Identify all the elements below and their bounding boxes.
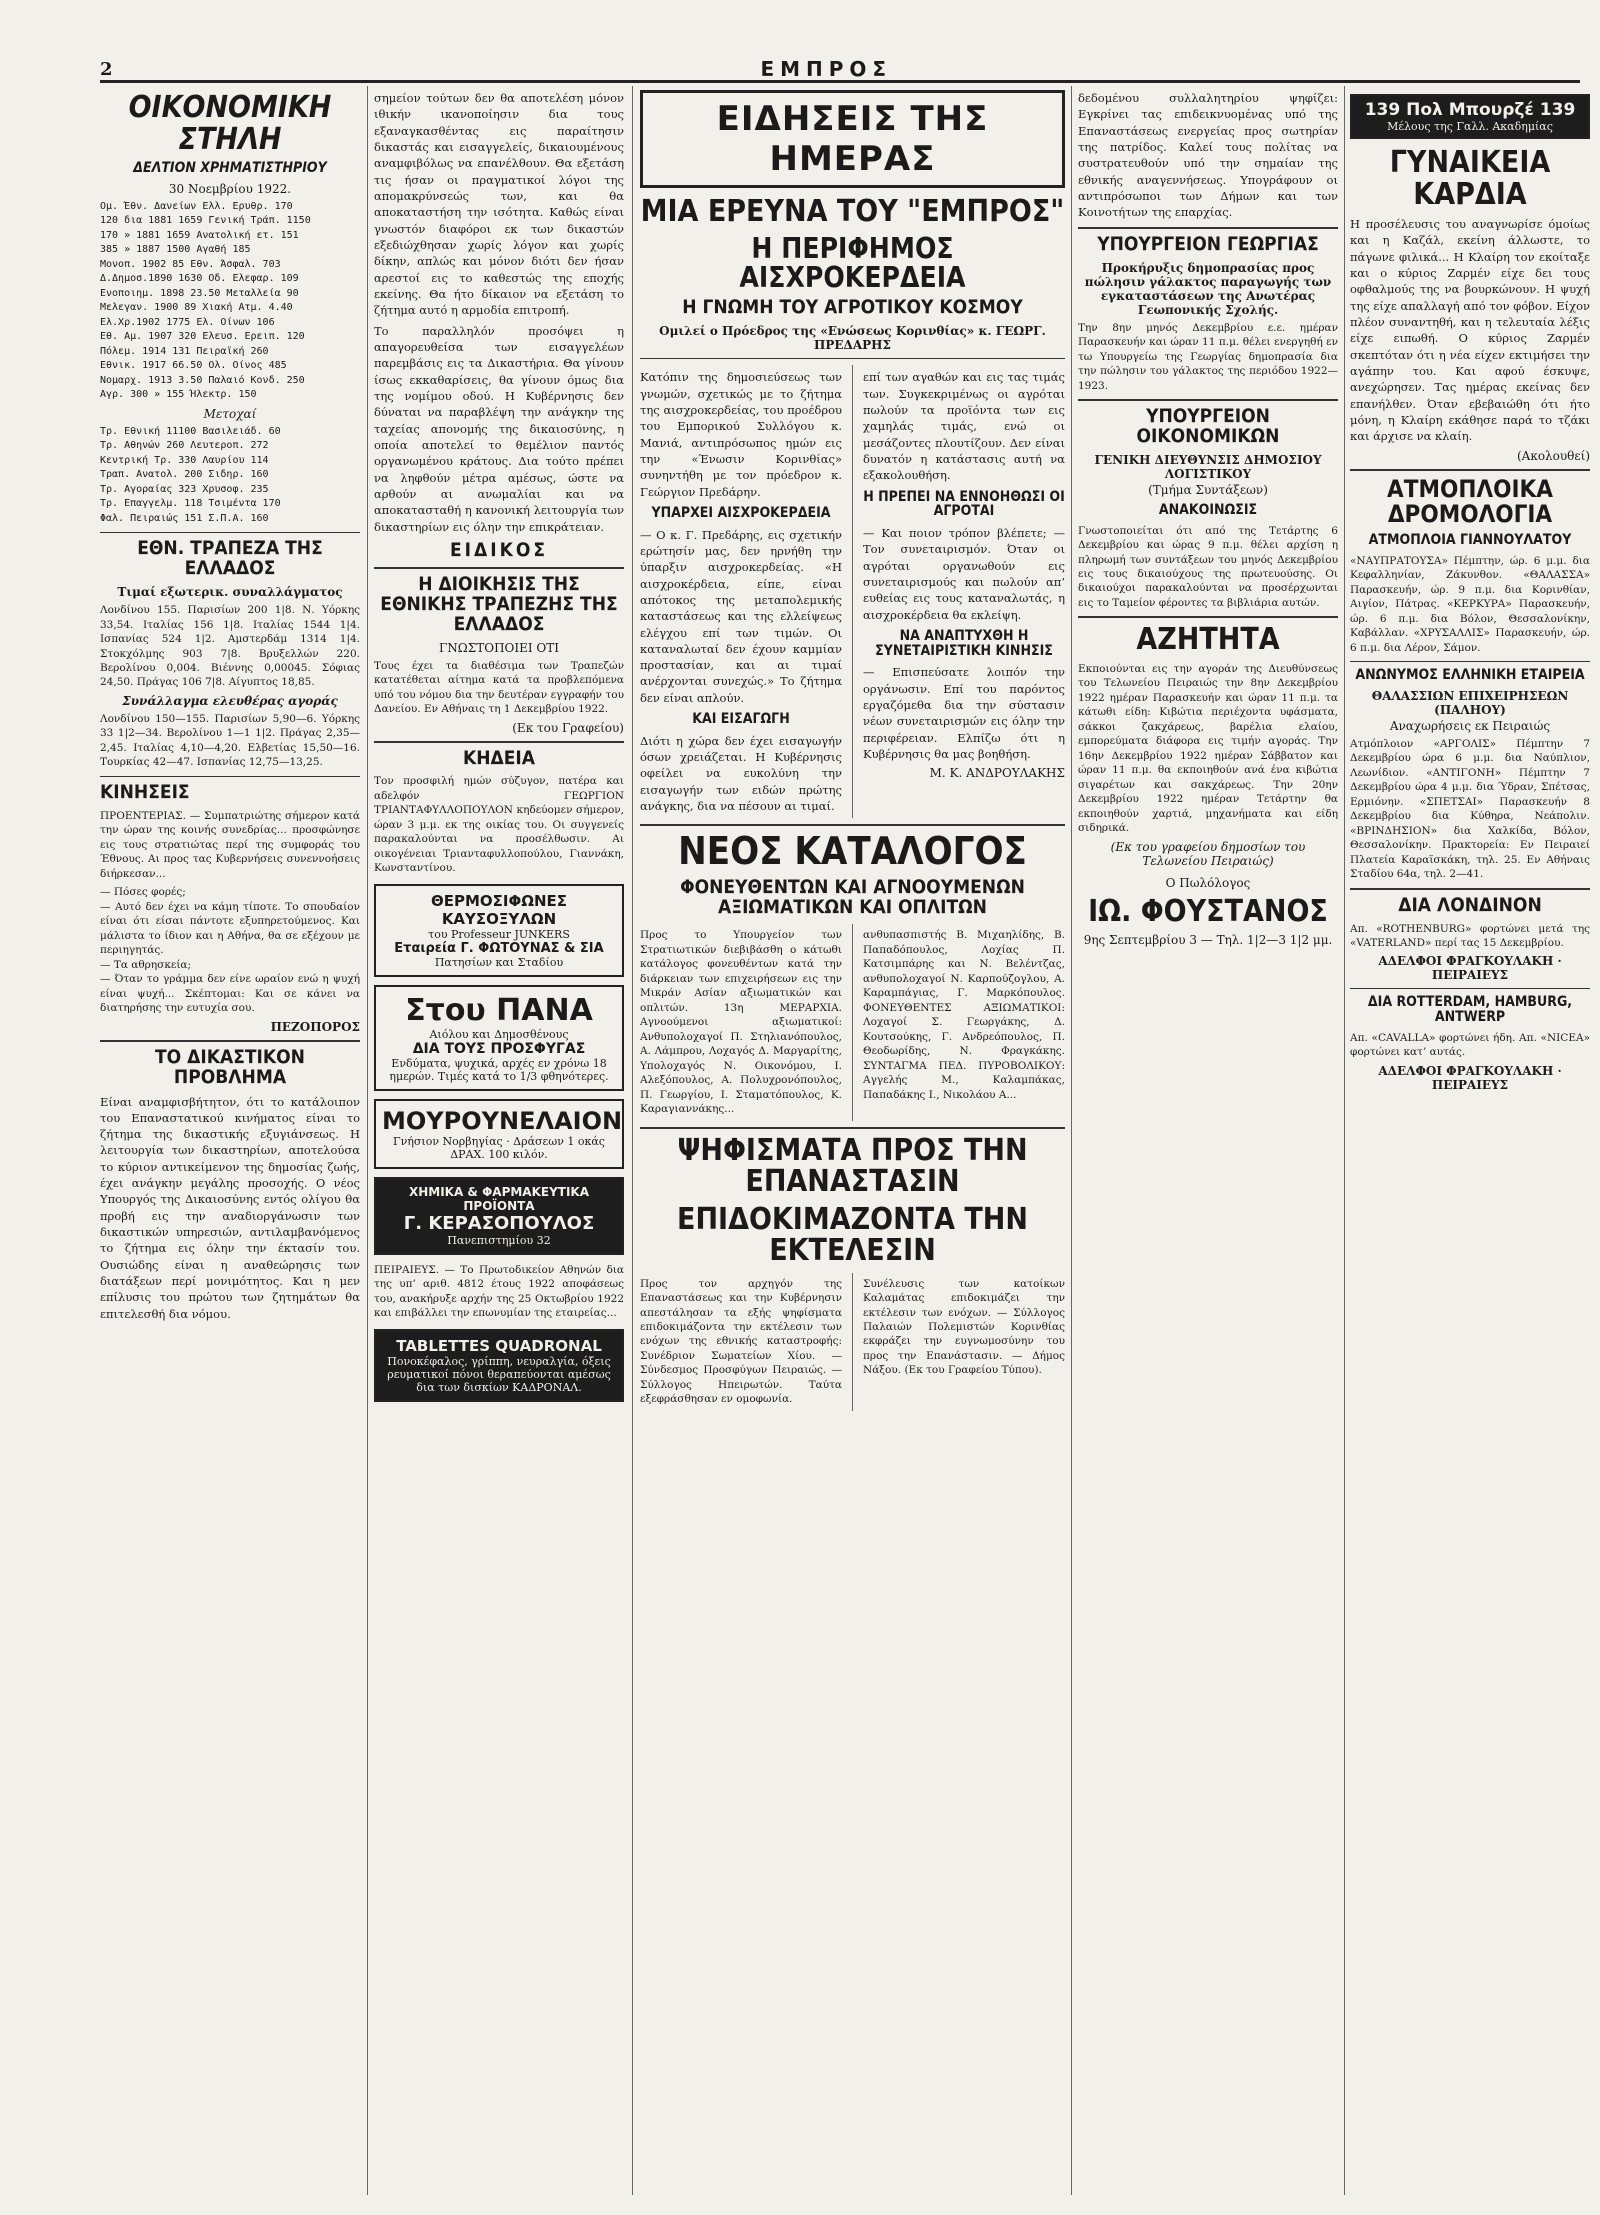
feuilleton-title: 139 Πολ Μπουρζέ 139 bbox=[1364, 100, 1576, 120]
feuilleton-subtitle: Μέλους της Γαλλ. Ακαδημίας bbox=[1387, 120, 1553, 133]
ad-text: Ενδύματα, ψυχικά, αρχές εν χρόνω 18 ημερών. Τιμές κατά το 1/3 φθηνότερες. bbox=[389, 1056, 609, 1083]
notice-text: Εκποιούνται εις την αγοράν της Διευθύνσεως του Τελωνείου Πειραιώς την 8ην Δεκεμβρίου 1922 ημέραν Παρασκευήν και ώραν 11 π.μ. τα κάτωθι είδη: Κιβώτια περιέχοντα υφάσματα, σάκκοι ζακχάρεως, βαρέλια ελαίου, εμπορεύματα διάφορα εις τιμήν αγοράς. Την 16ην Δεκεμβρίου 1922 ημέραν Σάββατον και ώραν 11 π.μ. θα εκποιηθούν ανά ένα κιβώτια σιγαρέτων και σακχάρεως. Την 20ην Δεκεμβρίου 1922 ημέραν Τετάρτην θα εκποιηθούν χαρτιά, μηχανήματα και είδη σιδηρικά. bbox=[1078, 662, 1338, 835]
column-divider bbox=[852, 1273, 853, 1411]
headline: ΝΕΟΣ ΚΑΤΑΛΟΓΟΣ bbox=[678, 829, 1027, 874]
section-subtitle: ΔΕΛΤΙΟΝ ΧΡΗΜΑΤΙΣΤΗΡΙΟΥ bbox=[133, 160, 327, 176]
author-signature: ΕΙΔΙΚΟΣ bbox=[449, 538, 549, 561]
rate-row: 170 » 1881 1659 Ανατολική ετ. 151 bbox=[100, 229, 299, 241]
rate-row: Τρ. Εθνική 11100 Βασιλειάδ. 60 bbox=[100, 425, 281, 437]
notice-subtitle: Προκήρυξις δημοπρασίας προς πώλησιν γάλακτος παραγωγής των εγκαταστάσεων της Ανωτέρας Γεωπονικής Σχολής. bbox=[1084, 260, 1332, 317]
divider bbox=[1350, 661, 1590, 662]
free-market-title: Συνάλλαγμα ελευθέρας αγοράς bbox=[122, 693, 338, 708]
ad-title: ΧΗΜΙΚΑ & ΦΑΡΜΑΚΕΥΤΙΚΑ ΠΡΟΪΟΝΤΑ bbox=[408, 1184, 590, 1213]
notice-title: ΥΠΟΥΡΓΕΙΟΝ ΓΕΩΡΓΙΑΣ bbox=[1097, 232, 1319, 255]
column-divider bbox=[852, 924, 853, 1120]
notice-title: Η ΔΙΟΙΚΗΣΙΣ ΤΗΣ ΕΘΝΙΚΗΣ ΤΡΑΠΕΖΗΣ ΤΗΣ ΕΛΛΑΔΟΣ bbox=[380, 572, 618, 635]
rate-row: Δ.Δημοσ.1890 1630 Οδ. Ελεφαρ. 109 bbox=[100, 273, 299, 285]
rate-row: Μονοπ. 1902 85 Εθν. Άσφαλ. 703 bbox=[100, 258, 281, 270]
divider bbox=[374, 567, 624, 569]
divider bbox=[640, 824, 1065, 826]
divider bbox=[100, 776, 360, 777]
casualty-list: Προς το Υπουργείον των Στρατιωτικών διεβιβάσθη ο κάτωθι κατάλογος φονευθέντων κατά την διάρκειαν των επιχειρήσεων εις την Μικράν Ασίαν αξιωματικών και οπλιτών. 13η ΜΕΡΑΡΧΙΑ. Αγνοούμενοι αξιωματικοί: Ανθυπολοχαγοί Π. Στηλιανόπουλος, Α. Λάμπρου, Λοχαγός Δ. Μαργαρίτης, Υπολοχαγός Ν. Οικονόμου, Ι. Αλεξόπουλος, Α. Πολυχρονόπουλος, Π. Γεωργίου, Ι. Σταματόπουλος, Κ. Καραγιαννάκης... bbox=[640, 929, 842, 1116]
notice-subtitle: (Τμήμα Συντάξεων) bbox=[1148, 482, 1268, 497]
article-subhead: ΝΑ ΑΝΑΠΤΥΧΘΗ Η ΣΥΝΕΤΑΙΡΙΣΤΙΚΗ ΚΙΝΗΣΙΣ bbox=[875, 627, 1053, 659]
report-date: 30 Νοεμβρίου 1922. bbox=[168, 181, 292, 196]
feuilleton-banner bbox=[1350, 94, 1590, 139]
exchange-text: Λονδίνου 155. Παρισίων 200 1|8. Ν. Υόρκης 33,54. Ιταλίας 156 1|8. Ιταλίας 1544 1|4. Ισπανίας 524 1|2. Αμστερδάμ 1314 1|4. Στοκχόλμης 903 7|8. Βρυξελλών 220. Βερολίνου 0,004. Βιέννης 0,00045. Σόφιας 24,50. Πράγας 106 7|8. Αίγυπτος 18,85. bbox=[100, 604, 360, 689]
article-text: επί των αγαθών και εις τας τιμάς των. Συγκεκριμένως οι αγρόται πωλούν τα προϊόντα των εις χαμηλάς τιμάς, ενώ οι μεσάζοντες πλουτίζουν. Δεν είναι δυνατόν η κατάστασις αυτή να εξακολουθήση. bbox=[863, 370, 1065, 483]
ad-title: Στου ΠΑΝΑ bbox=[405, 992, 593, 1028]
casualty-list: ανθυπασπιστής Β. Μιχαηλίδης, Β. Παπαδόπουλος, Λοχίας Π. Κατσιμπάρης και Ν. Βελέντζας, ανθυπολοχαγοί Ν. Καρπούζογλου, Α. Καραμπάγιας, Γ. Μαρκόπουλος. ΦΟΝΕΥΘΕΝΤΕΣ ΑΞΙΩΜΑΤΙΚΟΙ: Λοχαγοί Σ. Γεωργάκης, Δ. Κουτσούκης, Γ. Ανδρεόπουλος, Π. Θεοδωρίδης, Ν. Φραγκάκης. ΣΥΝΤΑΓΜΑ ΠΕΔ. ΠΥΡΟΒΟΛΙΚΟΥ: Αγγελής Μ., Καλαμπάκας, Παπαδάκης Ι., Νικολάου Α... bbox=[863, 929, 1065, 1101]
column-divider bbox=[367, 86, 368, 2195]
divider bbox=[1350, 469, 1590, 471]
ad-address: Πατησίων και Σταδίου bbox=[434, 955, 564, 969]
free-market-text: Λονδίνου 150—155. Παρισίων 5,90—6. Υόρκης 33 1|2—34. Βερολίνου 1—1 1|2. Πράγας 2,35—2,45. Ιταλίας 4,10—4,20. Ελβετίας 15,50—16. Τουρκίας 42—47. Ισπανίας 12,75—13,25. bbox=[100, 712, 360, 769]
article-subhead: ΥΠΑΡΧΕΙ ΑΙΣΧΡΟΚΕΡΔΕΙΑ bbox=[651, 504, 831, 521]
byline: Ομιλεί ο Πρόεδρος της «Ενώσεως Κορινθίας» κ. ΓΕΩΡΓ. ΠΡΕΔΑΡΗΣ bbox=[659, 324, 1046, 353]
headline: ΨΗΦΙΣΜΑΤΑ ΠΡΟΣ ΤΗΝ ΕΠΑΝΑΣΤΑΣΙΝ bbox=[677, 1132, 1028, 1200]
section-title: ΟΙΚΟΝΟΜΙΚΗ ΣΤΗΛΗ bbox=[128, 90, 332, 157]
company-subtitle: Αναχωρήσεις εκ Πειραιώς bbox=[1389, 718, 1551, 733]
rate-row: Ενοποιημ. 1898 23.50 Μεταλλεία 90 bbox=[100, 287, 299, 299]
court-notice-text: ΠΕΙΡΑΙΕΥΣ. — Το Πρωτοδικείον Αθηνών δια της υπ’ αριθ. 4812 έτους 1922 αποφάσεως του, ανακήρυξε αρχήν της 25 Οκτωβρίου 1922 και επιβάλλει την επωνυμίαν της εταιρείας... bbox=[374, 1263, 624, 1320]
continued-note: (Ακολουθεί) bbox=[1516, 448, 1590, 463]
divider bbox=[1078, 399, 1338, 401]
column-divider bbox=[852, 365, 853, 818]
notice-title: ΥΠΟΥΡΓΕΙΟΝ ΟΙΚΟΝΟΜΙΚΩΝ bbox=[1136, 404, 1280, 447]
divider bbox=[100, 1040, 360, 1042]
article-text: σημείον τούτων δεν θα αποτελέση μόνον ιθικήν ικανοποίησιν δια τους εξαναγκασθέντας εις παραίτησιν δικαστάς και εισαγγελείς, δικαιουμένους αναμφιβόλως να επανέλθουν. Θα εξετάση τις ήσαν οι πραγματικοί λόγοι της απομακρύνσεώς των, και θα αποκαταστήση την ισότητα. Καθώς είναι γνωστόν διαφόροι εκ των δικαστών εξεδιώχθησαν χωρίς λόγον και χωρίς δίκην, απλώς και μόνον διότι δεν ήσαν αρεστοί εις το καθεστώς της εποχής εκείνης. Θα ήτο δίκαιον να εξετάση το ζήτημα αυτό η αρμοδία επιτροπή. bbox=[374, 91, 624, 318]
route-title: ΔΙΑ ΛΟΝΔΙΝΟΝ bbox=[1398, 893, 1542, 916]
article-text: Κατόπιν της δημοσιεύσεως των γνωμών, σχετικώς με το ζήτημα της αισχροκερδείας, του προέδρου του Εμπορικού Συλλόγου κ. Μανιά, αντιπρόσωπος ημών εις την «Ένωσιν Κορινθίας» συνηντήθη με τον πρόεδρον κ. Γεώργιον Πρεδάρην. bbox=[640, 370, 842, 499]
divider bbox=[374, 741, 624, 743]
shares-label: Μετοχαί bbox=[203, 406, 257, 421]
ad-cod-liver-oil bbox=[374, 1099, 624, 1169]
rate-row: Τραπ. Ανατολ. 200 Σιδηρ. 160 bbox=[100, 469, 269, 481]
divider bbox=[100, 532, 360, 533]
author-signature: ΠΕΖΟΠΟΡΟΣ bbox=[270, 1019, 360, 1034]
notice-source: (Εκ του γραφείου δημοσίων του Τελωνείου Πειραιώς) bbox=[1110, 839, 1306, 868]
route-title: ΔΙΑ ROTTERDAM, HAMBURG, ANTWERP bbox=[1367, 994, 1573, 1026]
ad-name: Γ. ΚΕΡΑΣΟΠΟΥΛΟΣ bbox=[403, 1212, 595, 1234]
subheadline: ΦΟΝΕΥΘΕΝΤΩΝ ΚΑΙ ΑΓΝΟΟΥΜΕΝΩΝ ΑΞΙΩΜΑΤΙΚΩΝ ΚΑΙ ΟΠΛΙΤΩΝ bbox=[680, 876, 1025, 919]
ad-title: ΜΟΥΡΟΥΝΕΛΑΙΟΝ bbox=[382, 1106, 623, 1135]
shipping-subtitle: ΑΤΜΟΠΛΟΙΑ ΓΙΑΝΝΟΥΛΑΤΟΥ bbox=[1368, 531, 1572, 548]
notice-text: Γνωστοποιείται ότι από της Τετάρτης 6 Δεκεμβρίου και ώρας 9 π.μ. θέλει αρχίση η πληρωμή των συντάξεων του μηνός Δεκεμβρίου εις τους δικαιούχους της πρωτευούσης. Οι δικαιούχοι παρακαλούνται να προσέρχωνται εις το Ταμείον φέροντες τα βιβλιάρια αυτών. bbox=[1078, 524, 1338, 609]
ad-tagline: ΔΙΑ ΤΟΥΣ ΠΡΟΣΦΥΓΑΣ bbox=[412, 1040, 586, 1057]
ad-text: Πονοκέφαλος, γρίππη, νευραλγία, όξεις ρευματικοί πόνοι θεραπεύονται αμέσως δια των δισκίων ΚΑΔΡΟΝΑΛ. bbox=[387, 1354, 611, 1394]
rate-row: Κεντρική Τρ. 330 Λαυρίου 114 bbox=[100, 454, 269, 466]
ad-pharmacy bbox=[374, 1177, 624, 1255]
headline: Η ΠΕΡΙΦΗΜΟΣ ΑΙΣΧΡΟΚΕΡΔΕΙΑ bbox=[739, 231, 966, 294]
company-subtitle: ΘΑΛΑΣΣΙΩΝ ΕΠΙΧΕΙΡΗΣΕΩΝ (ΠΑΛΗΟΥ) bbox=[1371, 688, 1569, 717]
divider bbox=[1350, 988, 1590, 989]
article-text: — Ο κ. Γ. Πρεδάρης, εις σχετικήν ερώτησίν μας, δεν ηρνήθη την ύπαρξιν αισχροκερδείας. «Η αισχροκέρδεια, είπε, είναι απότοκος της μεταπολεμικής καταστάσεως και της ελλείψεως ελέγχου επί των τιμών. Οι καταναλωταί δεν έχουν καμμίαν προστασίαν, και αι τιμαί ανέρχονται συνεχώς.» Το ζήτημα δεν είναι απλούν. bbox=[640, 527, 842, 705]
company-title: ΑΝΩΝΥΜΟΣ ΕΛΛΗΝΙΚΗ ΕΤΑΙΡΕΙΑ bbox=[1355, 667, 1585, 684]
column-notices bbox=[1078, 86, 1338, 2195]
article-text: — Και ποιον τρόπον βλέπετε; — Τον συνεταιρισμόν. Όταν οι αγρόται οργανωθούν εις συνεταιρισμούς και πωλούν απ’ ευθείας εις τους καταναλωτάς, η αισχροκέρδεια θα εκλείψη. bbox=[863, 525, 1065, 622]
column-novel bbox=[1350, 86, 1590, 2195]
rate-row: Μελεγαν. 1900 89 Χιακή Ατμ. 4.40 bbox=[100, 302, 293, 314]
article-text: Προς τον αρχηγόν της Επαναστάσεως και την Κυβέρνησιν απεστάλησαν τα εξής ψηφίσματα επιδοκιμάζοντα την εκτέλεσιν των ενόχων της εθνικής καταστροφής: Συνέδριον Σωματείων Χίου. — Σύνδεσμος Προσφύγων Πειραιώς. — Σύλλογος Ηπειρωτών. Ταύτα εξεφράσθησαν εν ομοφωνία. bbox=[640, 1277, 842, 1406]
bank-subtitle: Τιμαί εξωτερικ. συναλλάγματος bbox=[117, 585, 343, 600]
notice-text: Την 8ην μηνός Δεκεμβρίου ε.ε. ημέραν Παρασκευήν και ώραν 11 π.μ. θέλει ενεργηθή εν τω Υπουργείω της Γεωργίας δημοπρασία δια την πώλησιν του γάλακτος της περιόδου 1922—1923. bbox=[1078, 321, 1338, 392]
company-text: Ατμόπλοιον «ΑΡΓΟΛΙΣ» Πέμπτην 7 Δεκεμβρίου ώρα 6 μ.μ. δια Ναύπλιον, Λεωνίδιον. «ΑΝΤΙΓΟΝΗ» Πέμπτην 7 Δεκεμβρίου ώρα 4 μ.μ. δια Ύδραν, Σπέτσας, Ερμιόνην. «ΣΠΕΤΣΑΙ» Παρασκευήν 8 Δεκεμβρίου δια Κύθηρα, Νεάπολιν. «ΒΡΙΝΔΗΣΙΟΝ» δια Χαλκίδα, Βόλον, Θεσσαλονίκην. Πρακτορεία: Εν Πειραιεί Πλατεία Καραϊσκάκη, τηλ. 25. Εν Αθήναις Σταδίου 64α, τηλ. 2—41. bbox=[1350, 737, 1590, 881]
column-divider bbox=[1071, 86, 1072, 2195]
article-text: δεδομένου συλλαλητηρίου ψηφίζει: Εγκρίνει τας επιδεικνυομένας υπό της Επαναστάσεως ενεργείας προς σωτηρίαν της πατρίδος. Καλεί τους πολίτας να συστρατευθούν υπό την σημαίαν της εθνικής αναγεννήσεως. Υπογράφουν οι αντιπρόσωποι των Δήμων και των Κοινοτήτων της επαρχίας. bbox=[1078, 91, 1338, 220]
section-banner: ΕΙΔΗΣΕΙΣ ΤΗΣ ΗΜΕΡΑΣ bbox=[640, 90, 1065, 188]
ad-water-heaters bbox=[374, 884, 624, 977]
notice-text: Τους έχει τα διαθέσιμα των Τραπεζών κατατέθεται αίτημα κατά τα προβλεπόμενα υπό του νόμου δια την δευτέραν εγγραφήν του Δανείου. Εν Αθήναις τη 1 Δεκεμβρίου 1922. bbox=[374, 659, 624, 716]
funeral-title: ΚΗΔΕΙΑ bbox=[462, 746, 536, 769]
movements-text: ΠΡΟΕΝΤΕΡΙΑΣ. — Συμπατριώτης σήμερον κατά την ώραν της κοινής συνεδρίας... προσφώνησε εις τους στρατιώτας περί της συμφοράς του Έθνους. Αι προς τας Κυβερνήσεις συνεννοήσεις διήρκεσαν... bbox=[100, 809, 360, 880]
rate-row: Αγρ. 300 » 155 Ήλεκτρ. 150 bbox=[100, 389, 257, 401]
rate-row: Εθνικ. 1917 66.50 Ολ. Οίνος 485 bbox=[100, 360, 287, 372]
novel-text: Η προσέλευσις του αναγνωρίσε όμοίως και η Καζάλ, εκείνη άλλωστε, το πάγωνε φιλικά... Η Κλαίρη τον εκοίταξε και ο κύριος Ζαρμέν είχε δει τους οφθαλμούς της να βουρκώνουν. Η ψυχή της είχε απαλλαγή από τον φόβον. Είχον πλέον συναντηθή, και η τελευταία λέξις είχε ειπωθή. Ο κύριος Ζαρμέν σκεπτόταν ότι η νέα είχεν εκτιμήσει την αγάπην του. Και αφού έσκυψε, ανεχώρησεν. Τας ημέρας εκείνας δεν επανήλθεν. Όταν εβεβαιώθη ότι ήτο μόνη, η Κλαίρη εκάθησε παρά το τζάκι και άρχισε να κλαίη. bbox=[1350, 217, 1590, 444]
rate-row: Τρ. Αγοραίας 323 Χρυσοφ. 235 bbox=[100, 483, 269, 495]
signature-label: Ο Πωλόλογος bbox=[1165, 875, 1251, 890]
column-economic bbox=[100, 86, 360, 2195]
ad-text: Γνήσιον Νορβηγίας · Δράσεων 1 οκάς ΔΡΑΧ. 100 κιλόν. bbox=[393, 1134, 605, 1161]
bond-rates bbox=[100, 200, 360, 403]
rate-row: Πόλεμ. 1914 131 Πειραϊκή 260 bbox=[100, 345, 269, 357]
notice-source: (Εκ του Γραφείου) bbox=[512, 720, 624, 735]
ad-title: TABLETTES QUADRONAL bbox=[396, 1336, 602, 1355]
ad-company: Εταιρεία Γ. ΦΩΤΟΥΝΑΣ & ΣΙΑ bbox=[394, 940, 604, 956]
divider bbox=[640, 358, 1065, 359]
shipping-title: ΑΤΜΟΠΛΟΙΚΑ ΔΡΟΜΟΛΟΓΙΑ bbox=[1387, 474, 1553, 528]
route-text: Απ. «CAVALLA» φορτώνει ήδη. Απ. «NICEA» φορτώνει κατ’ αυτάς. bbox=[1350, 1031, 1590, 1059]
signature-name: ΙΩ. ΦΟΥΣΤΑΝΟΣ bbox=[1088, 893, 1328, 929]
article-right bbox=[863, 365, 1065, 818]
rate-row: Τρ. Αθηνών 260 Λευτεροπ. 272 bbox=[100, 440, 269, 452]
notice-subtitle: ΓΕΝΙΚΗ ΔΙΕΥΘΥΝΣΙΣ ΔΗΜΟΣΙΟΥ ΛΟΓΙΣΤΙΚΟΥ bbox=[1094, 452, 1322, 481]
rate-row: Τρ. Επαγγελμ. 118 Τσιμέντα 170 bbox=[100, 498, 281, 510]
route-owner: ΑΔΕΛΦΟΙ ΦΡΑΓΚΟΥΛΑΚΗ · ΠΕΙΡΑΙΕΥΣ bbox=[1378, 954, 1562, 983]
movements-title: ΚΙΝΗΣΕΙΣ bbox=[100, 780, 190, 803]
article-subhead: ΚΑΙ ΕΙΣΑΓΩΓΗ bbox=[692, 711, 790, 728]
column-two bbox=[374, 86, 624, 2195]
share-rates bbox=[100, 425, 360, 527]
notice-heading: ΑΝΑΚΟΙΝΩΣΙΣ bbox=[1158, 501, 1258, 518]
article-subhead: Η ΠΡΕΠΕΙ ΝΑ ΕΝΝΟΗΘΩΣΙ ΟΙ ΑΓΡΟΤΑΙ bbox=[863, 488, 1065, 520]
bank-title: ΕΘΝ. ΤΡΑΠΕΖΑ ΤΗΣ ΕΛΛΑΔΟΣ bbox=[137, 537, 323, 580]
article-text: Το παραλληλόν προσόψει η απαγορευθείσα των εισαγγελέων παρεμβάσις εις τα Δικαστήρια. Θα γίνουν ίσως εκκαθαρίσεις, θα γίνουν όμως δια της νομίμου οδού. Η Κυβέρνησις δεν δύναται να παραβλέψη την ανάγκην της ταχείας απονομής της δικαιοσύνης, η οποία αποτελεί το θεμέλιον παντός οργανωμένου κράτους. Δια τούτο πρέπει να ληφθούν μέτρα αμέσως, ώστε να αρθούν αι ανωμαλίαι και να αποκατασταθή η κανονική λειτουργία των δικαστηρίων εις όλην την επικράτειαν. bbox=[374, 323, 624, 534]
shipping-text: «ΝΑΥΠΡΑΤΟΥΣΑ» Πέμπτην, ώρ. 6 μ.μ. δια Κεφαλληνίαν, Ζάκυνθον. «ΘΑΛΑΣΣΑ» Παρασκευήν, ώρ. 9 π.μ. δια Κορινθίαν, Αιγίον, Πάτρας. «ΚΕΡΚΥΡΑ» Παρασκευήν, ώρ. 6 π.μ. δια Βόλον, Θεσσαλονίκην, Καβάλλαν. «ΧΡΥΣΑΛΛΙΣ» Παρασκευήν, ώρ. 6 π.μ. δια Λέρον, Σάμον. bbox=[1350, 554, 1590, 654]
two-column-list bbox=[640, 924, 1065, 1120]
ad-title: ΘΕΡΜΟΣΙΦΩΝΕΣ ΚΑΥΣΟΞΥΛΩΝ bbox=[430, 891, 568, 928]
paper-name: ΕΜΠΡΟΣ bbox=[760, 57, 893, 81]
page-header bbox=[100, 58, 1580, 83]
notice-title: ΑΖΗΤΗΤΑ bbox=[1136, 622, 1280, 658]
article-text: — Επισπεύσατε λοιπόν την οργάνωσιν. Επί του παρόντος εργαζόμεθα δια την σύστασιν νέων συνεταιρισμών εις όλην την περιφέρειαν. Ελπίζω ότι η Κυβέρνησις θα μας βοηθήση. bbox=[863, 665, 1065, 761]
column-divider bbox=[1344, 86, 1345, 2195]
court-text: Είναι αναμφισβήτητον, ότι το κατάλοιπον του Επαναστατικού κινήματος είναι το ζήτημα της δικαστικής εξυγιάνσεως. Η λειτουργία των δικαστηρίων, αποτελούσα το κύριον αντικείμενον της δημοσίας ζωής, έχει ανάγκην μεγάλης προσοχής. Ο νέος Υπουργός της Δικαιοσύνης εντός ολίγου θα προβή εις την αναδιοργάνωσιν των δικαστικών υπηρεσιών, αντιλαμβανόμενος το ζήτημα εις όλην την έκτασίν του. Ουσιώδης είναι η αναθεώρησις των διατάξεων περί μονιμότητος. Και η μεν επίλυσις του πρώτου των ζητημάτων θα επιτελεσθή δια νόμου. bbox=[100, 1094, 360, 1321]
divider bbox=[1078, 616, 1338, 618]
funeral-text: Τον προσφιλή ημών σύζυγον, πατέρα και αδελφόν ΓΕΩΡΓΙΟΝ ΤΡΙΑΝΤΑΦΥΛΛΟΠΟΥΛΟΝ κηδεύομεν σήμερον, ώραν 3 μ.μ. εκ της οικίας του. Οι συγγενείς παρακαλούνται να προσέλθωσιν. Αι οικογένειαι Τριανταφυλλοπούλου, Γιαννάκη, Κωνσταντίνου. bbox=[374, 775, 624, 875]
dialogue-text: — Πόσες φορές; — Αυτό δεν έχει να κάμη τίποτε. Το σπουδαίον είναι ότι είσαι πάντοτε εξυπηρετούμενος. Και μάλιστα το ίδιον και η Αθήνα, θα σε εξέχουν με περιηγητάς. — Τα αθρησκεία; — Όταν το γράμμα δεν είνε ωραίον ενώ η ψυχή είναι ψυχή... Σκέπτομαι: Και σε κάνει να διατηρήσης την ευτυχία σου. bbox=[100, 886, 360, 1015]
rate-row: Εθ. Αμ. 1907 320 Ελευσ. Ερειπ. 120 bbox=[100, 331, 305, 343]
rate-row: Φαλ. Πειραιώς 151 Σ.Π.Α. 160 bbox=[100, 512, 269, 524]
page-number: 2 bbox=[100, 58, 113, 80]
article-left bbox=[640, 365, 842, 818]
rate-row: 120 δια 1881 1659 Γενική Τράπ. 1150 bbox=[100, 215, 311, 227]
ad-subtitle: Αιόλου και Δημοσθένους bbox=[429, 1027, 569, 1041]
novel-title: ΓΥΝΑΙΚΕΙΑ ΚΑΡΔΙΑ bbox=[1389, 145, 1551, 212]
ad-quadronal bbox=[374, 1329, 624, 1402]
ad-pana-store bbox=[374, 985, 624, 1091]
author-signature: Μ. Κ. ΑΝΔΡΟΥΛΑΚΗΣ bbox=[929, 766, 1065, 781]
two-column-article bbox=[640, 1273, 1065, 1411]
ad-subtitle: του Professeur JUNKERS bbox=[428, 927, 570, 941]
court-title: ΤΟ ΔΙΚΑΣΤΙΚΟΝ ΠΡΟΒΛΗΜΑ bbox=[155, 1045, 305, 1088]
rate-row: Ελ.Χρ.1902 1775 Ελ. Οίνων 106 bbox=[100, 316, 275, 328]
divider bbox=[1078, 227, 1338, 229]
route-text: Απ. «ROTHENBURG» φορτώνει μετά της «VATERLAND» περί τας 15 Δεκεμβρίου. bbox=[1350, 922, 1590, 949]
headline: ΕΠΙΔΟΚΙΜΑΖΟΝΤΑ ΤΗΝ ΕΚΤΕΛΕΣΙΝ bbox=[677, 1201, 1028, 1269]
ad-address: Πανεπιστημίου 32 bbox=[447, 1233, 551, 1247]
column-divider bbox=[632, 86, 633, 2195]
divider bbox=[640, 1127, 1065, 1129]
route-owner: ΑΔΕΛΦΟΙ ΦΡΑΓΚΟΥΛΑΚΗ · ΠΕΙΡΑΙΕΥΣ bbox=[1378, 1063, 1562, 1092]
divider bbox=[1350, 888, 1590, 890]
article-text: Συνέλευσις των κατοίκων Καλαμάτας επιδοκιμάζει την εκτέλεσιν των ενόχων. — Σύλλογος Παλαιών Πολεμιστών Κορινθίας εκφράζει την ευγνωμοσύνην του προς την Επανάστασιν. — Δήμος Νάξου. (Εκ του Γραφείου Τύπου). bbox=[863, 1277, 1065, 1377]
signature-address: 9ης Σεπτεμβρίου 3 — Τηλ. 1|2—3 1|2 μμ. bbox=[1083, 933, 1333, 948]
column-news bbox=[640, 86, 1065, 2195]
headline: ΜΙΑ ΕΡΕΥΝΑ ΤΟΥ "ΕΜΠΡΟΣ" bbox=[640, 194, 1065, 229]
rate-row: Ομ. Έθν. Δανείων Ελλ. Ερυθρ. 170 bbox=[100, 200, 293, 212]
subheadline: Η ΓΝΩΜΗ ΤΟΥ ΑΓΡΟΤΙΚΟΥ ΚΟΣΜΟΥ bbox=[682, 296, 1023, 319]
rate-row: 385 » 1887 1500 Αγαθή 185 bbox=[100, 244, 251, 256]
article-text: Διότι η χώρα δεν έχει εισαγωγήν όσων χρειάζεται. Η Κυβέρνησις οφείλει να ευκολύνη την εισαγωγήν των ειδών πρώτης ανάγκης, δια να πέσουν αι τιμαί. bbox=[640, 733, 842, 814]
rate-row: Νομαρχ. 1913 3.50 Παλαιό Κονδ. 250 bbox=[100, 374, 305, 386]
two-column-article bbox=[640, 365, 1065, 818]
notice-subtitle: ΓΝΩΣΤΟΠΟΙΕΙ ΟΤΙ bbox=[438, 640, 560, 655]
